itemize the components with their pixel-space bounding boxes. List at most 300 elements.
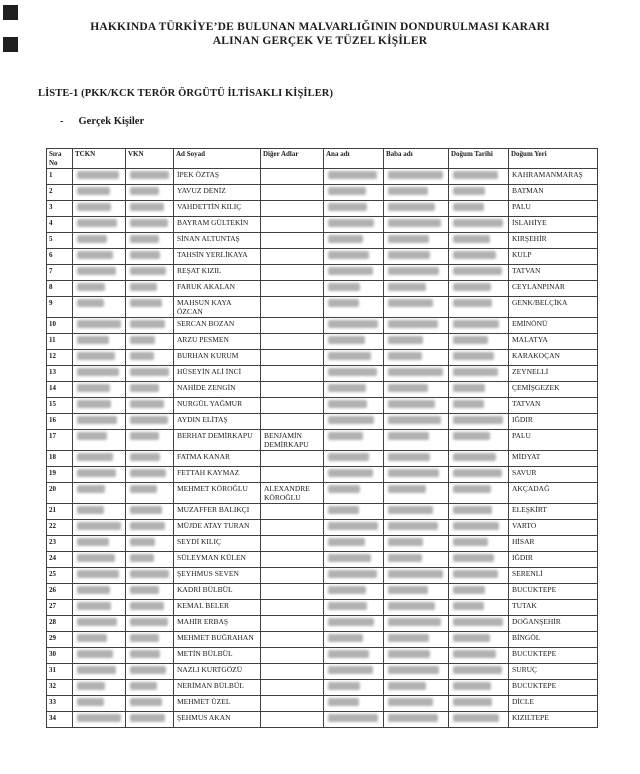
cell-diger_adlar: ALEXANDRE KÖROĞLU (261, 483, 324, 504)
redacted-value (328, 554, 371, 562)
redacted-value (328, 618, 374, 626)
cell-diger_adlar (261, 520, 324, 536)
redacted-value (130, 416, 168, 424)
redacted-value (453, 384, 485, 392)
cell-diger_adlar (261, 185, 324, 201)
cell-dogum_tarihi (449, 584, 509, 600)
redacted-value (453, 320, 499, 328)
cell-ana_adi (324, 451, 384, 467)
cell-ana_adi (324, 334, 384, 350)
cell-ad_soyad: NURGÜL YAĞMUR (174, 398, 261, 414)
redacted-value (328, 187, 366, 195)
column-header-tckn: TCKN (73, 149, 126, 169)
redacted-value (453, 570, 498, 578)
redacted-value (328, 570, 377, 578)
cell-tckn (73, 169, 126, 185)
cell-no: 19 (47, 467, 73, 483)
redacted-value (130, 650, 160, 658)
redacted-value (328, 453, 369, 461)
cell-dogum_tarihi (449, 712, 509, 728)
cell-dogum_tarihi (449, 398, 509, 414)
table-row (47, 233, 598, 249)
cell-no: 6 (47, 249, 73, 265)
redacted-value (77, 666, 116, 674)
redacted-value (77, 698, 104, 706)
cell-tckn (73, 430, 126, 451)
cell-vkn (126, 217, 174, 233)
cell-no: 18 (47, 451, 73, 467)
cell-diger_adlar (261, 249, 324, 265)
redacted-value (130, 219, 168, 227)
redacted-value (388, 320, 438, 328)
redacted-value (77, 485, 105, 493)
cell-dogum_tarihi (449, 430, 509, 451)
cell-ad_soyad: MEHMET KÖROĞLU (174, 483, 261, 504)
cell-diger_adlar (261, 398, 324, 414)
cell-dogum_tarihi (449, 297, 509, 318)
cell-tckn (73, 398, 126, 414)
cell-vkn (126, 169, 174, 185)
cell-no: 25 (47, 568, 73, 584)
redacted-value (130, 400, 164, 408)
cell-ad_soyad: SİNAN ALTUNTAŞ (174, 233, 261, 249)
cell-tckn (73, 552, 126, 568)
cell-ana_adi (324, 297, 384, 318)
cell-dogum_yeri: MİDYAT (509, 451, 598, 467)
cell-baba_adi (384, 664, 449, 680)
redacted-value (453, 203, 484, 211)
redacted-value (388, 432, 429, 440)
table-row (47, 451, 598, 467)
cell-dogum_yeri: IĞDIR (509, 552, 598, 568)
cell-tckn (73, 366, 126, 382)
table-row (47, 398, 598, 414)
redacted-value (77, 267, 116, 275)
cell-baba_adi (384, 696, 449, 712)
cell-ana_adi (324, 504, 384, 520)
table-row (47, 414, 598, 430)
column-header-dogum_yeri: Doğum Yeri (509, 149, 598, 169)
cell-no: 14 (47, 382, 73, 398)
cell-ana_adi (324, 600, 384, 616)
cell-dogum_tarihi (449, 600, 509, 616)
redacted-value (388, 187, 428, 195)
cell-dogum_yeri: ELEŞKİRT (509, 504, 598, 520)
cell-vkn (126, 664, 174, 680)
cell-no: 22 (47, 520, 73, 536)
column-header-ana_adi: Ana adı (324, 149, 384, 169)
cell-ana_adi (324, 281, 384, 297)
cell-dogum_tarihi (449, 520, 509, 536)
redacted-value (453, 283, 491, 291)
table-row (47, 281, 598, 297)
redacted-value (130, 522, 165, 530)
cell-dogum_yeri: CEYLANPINAR (509, 281, 598, 297)
redacted-value (328, 634, 363, 642)
redacted-value (130, 235, 159, 243)
redacted-value (453, 299, 492, 307)
redacted-value (328, 650, 369, 658)
redacted-value (130, 714, 165, 722)
cell-no: 8 (47, 281, 73, 297)
redacted-value (77, 586, 110, 594)
cell-tckn (73, 680, 126, 696)
cell-diger_adlar (261, 318, 324, 334)
redacted-value (328, 400, 367, 408)
cell-ad_soyad: ŞEYHMUS SEVEN (174, 568, 261, 584)
redacted-value (453, 400, 484, 408)
cell-ad_soyad: MEHMET BUĞRAHAN (174, 632, 261, 648)
cell-ad_soyad: ŞEHMUS AKAN (174, 712, 261, 728)
cell-tckn (73, 297, 126, 318)
cell-no: 33 (47, 696, 73, 712)
redacted-value (328, 352, 371, 360)
redacted-value (328, 538, 365, 546)
cell-vkn (126, 467, 174, 483)
cell-ana_adi (324, 648, 384, 664)
cell-ad_soyad: REŞAT KIZIL (174, 265, 261, 281)
cell-dogum_tarihi (449, 281, 509, 297)
cell-tckn (73, 520, 126, 536)
cell-vkn (126, 483, 174, 504)
cell-diger_adlar (261, 382, 324, 398)
redacted-value (388, 485, 426, 493)
cell-ad_soyad: KEMAL BELER (174, 600, 261, 616)
cell-dogum_tarihi (449, 217, 509, 233)
cell-vkn (126, 504, 174, 520)
redacted-value (77, 235, 107, 243)
cell-baba_adi (384, 451, 449, 467)
redacted-value (388, 714, 438, 722)
cell-tckn (73, 334, 126, 350)
cell-dogum_tarihi (449, 201, 509, 217)
redacted-value (453, 251, 496, 259)
redacted-value (388, 554, 422, 562)
redacted-value (130, 384, 159, 392)
cell-baba_adi (384, 350, 449, 366)
cell-no: 23 (47, 536, 73, 552)
cell-baba_adi (384, 648, 449, 664)
redacted-value (453, 336, 488, 344)
cell-dogum_yeri: İSLAHİYE (509, 217, 598, 233)
redacted-value (328, 336, 365, 344)
cell-ana_adi (324, 382, 384, 398)
cell-vkn (126, 536, 174, 552)
redacted-value (77, 602, 111, 610)
subsection-label: Gerçek Kişiler (78, 116, 145, 127)
redacted-value (453, 453, 496, 461)
cell-no: 12 (47, 350, 73, 366)
cell-diger_adlar (261, 366, 324, 382)
cell-ana_adi (324, 712, 384, 728)
redacted-value (453, 506, 492, 514)
redacted-value (130, 682, 157, 690)
table-row (47, 632, 598, 648)
document-title (0, 21, 640, 48)
cell-diger_adlar (261, 281, 324, 297)
cell-vkn (126, 366, 174, 382)
cell-dogum_yeri: SAVUR (509, 467, 598, 483)
cell-dogum_yeri: DİCLE (509, 696, 598, 712)
cell-baba_adi (384, 414, 449, 430)
table-row (47, 366, 598, 382)
redacted-value (388, 682, 426, 690)
cell-ana_adi (324, 664, 384, 680)
cell-tckn (73, 584, 126, 600)
cell-baba_adi (384, 680, 449, 696)
redacted-value (77, 400, 111, 408)
cell-dogum_tarihi (449, 382, 509, 398)
cell-diger_adlar (261, 414, 324, 430)
redacted-value (453, 650, 496, 658)
redacted-value (453, 219, 503, 227)
redacted-value (388, 416, 441, 424)
cell-ad_soyad: NAHİDE ZENGİN (174, 382, 261, 398)
redacted-value (328, 586, 366, 594)
redacted-value (77, 187, 110, 195)
cell-vkn (126, 382, 174, 398)
redacted-value (130, 634, 159, 642)
redacted-value (388, 469, 439, 477)
cell-ana_adi (324, 414, 384, 430)
cell-baba_adi (384, 334, 449, 350)
cell-diger_adlar (261, 712, 324, 728)
cell-baba_adi (384, 366, 449, 382)
cell-no: 5 (47, 233, 73, 249)
cell-no: 31 (47, 664, 73, 680)
document-title-line-2: ALINAN GERÇEK VE TÜZEL KİŞİLER (212, 34, 428, 47)
cell-tckn (73, 318, 126, 334)
cell-dogum_tarihi (449, 451, 509, 467)
cell-diger_adlar (261, 297, 324, 318)
cell-baba_adi (384, 600, 449, 616)
cell-baba_adi (384, 552, 449, 568)
cell-vkn (126, 414, 174, 430)
cell-dogum_yeri: SERENLİ (509, 568, 598, 584)
cell-diger_adlar (261, 616, 324, 632)
cell-ana_adi (324, 217, 384, 233)
cell-tckn (73, 414, 126, 430)
cell-dogum_tarihi (449, 664, 509, 680)
cell-baba_adi (384, 430, 449, 451)
column-header-vkn: VKN (126, 149, 174, 169)
cell-tckn (73, 696, 126, 712)
cell-no: 3 (47, 201, 73, 217)
redacted-value (77, 650, 113, 658)
cell-dogum_yeri: ZEYNELLİ (509, 366, 598, 382)
redacted-value (328, 235, 363, 243)
cell-tckn (73, 568, 126, 584)
cell-baba_adi (384, 504, 449, 520)
cell-tckn (73, 664, 126, 680)
cell-ad_soyad: BURHAN KURUM (174, 350, 261, 366)
redacted-value (388, 203, 435, 211)
cell-ana_adi (324, 616, 384, 632)
table-row (47, 712, 598, 728)
list-heading: LİSTE-1 (PKK/KCK TERÖR ÖRGÜTÜ İLTİSAKLI KİŞİLER) (38, 88, 334, 99)
redacted-value (388, 666, 439, 674)
cell-dogum_tarihi (449, 632, 509, 648)
cell-ad_soyad: MAHSUN KAYA ÖZCAN (174, 297, 261, 318)
cell-baba_adi (384, 520, 449, 536)
table-row (47, 483, 598, 504)
cell-baba_adi (384, 169, 449, 185)
cell-tckn (73, 712, 126, 728)
redacted-value (388, 618, 441, 626)
redacted-value (130, 352, 154, 360)
redacted-value (77, 283, 105, 291)
redacted-value (453, 682, 491, 690)
redacted-value (130, 368, 169, 376)
cell-no: 26 (47, 584, 73, 600)
redacted-value (77, 416, 117, 424)
cell-tckn (73, 249, 126, 265)
cell-baba_adi (384, 483, 449, 504)
table-row (47, 217, 598, 233)
cell-diger_adlar (261, 217, 324, 233)
redacted-value (328, 469, 373, 477)
cell-no: 1 (47, 169, 73, 185)
cell-dogum_yeri: GENK/BELÇİKA (509, 297, 598, 318)
cell-diger_adlar (261, 584, 324, 600)
redacted-value (77, 682, 105, 690)
column-header-ad_soyad: Ad Soyad (174, 149, 261, 169)
redacted-value (130, 336, 155, 344)
cell-vkn (126, 350, 174, 366)
table-row (47, 467, 598, 483)
cell-dogum_yeri: SURUÇ (509, 664, 598, 680)
redacted-value (130, 299, 162, 307)
cell-diger_adlar (261, 467, 324, 483)
redacted-value (328, 203, 367, 211)
cell-ad_soyad: MÜJDE ATAY TURAN (174, 520, 261, 536)
table-row (47, 169, 598, 185)
cell-no: 28 (47, 616, 73, 632)
redacted-value (453, 267, 502, 275)
redacted-value (388, 586, 428, 594)
cell-ana_adi (324, 185, 384, 201)
redacted-value (77, 618, 117, 626)
cell-baba_adi (384, 233, 449, 249)
cell-vkn (126, 712, 174, 728)
cell-tckn (73, 467, 126, 483)
redacted-value (130, 469, 166, 477)
redacted-value (328, 320, 378, 328)
cell-dogum_yeri: EMİNÖNÜ (509, 318, 598, 334)
cell-vkn (126, 520, 174, 536)
redacted-value (388, 251, 430, 259)
cell-vkn (126, 600, 174, 616)
redacted-value (77, 299, 104, 307)
cell-diger_adlar (261, 568, 324, 584)
cell-ana_adi (324, 536, 384, 552)
cell-vkn (126, 233, 174, 249)
redacted-value (77, 453, 113, 461)
cell-baba_adi (384, 297, 449, 318)
cell-ana_adi (324, 520, 384, 536)
column-header-diger_adlar: Diğer Adlar (261, 149, 324, 169)
redacted-value (328, 485, 360, 493)
redacted-value (453, 538, 488, 546)
cell-no: 9 (47, 297, 73, 318)
cell-ad_soyad: ARZU PESMEN (174, 334, 261, 350)
cell-no: 2 (47, 185, 73, 201)
cell-vkn (126, 584, 174, 600)
redacted-value (130, 666, 166, 674)
cell-ad_soyad: TAHSİN YERLİKAYA (174, 249, 261, 265)
cell-ad_soyad: FATMA KANAR (174, 451, 261, 467)
cell-ana_adi (324, 350, 384, 366)
cell-ana_adi (324, 584, 384, 600)
redacted-value (453, 666, 502, 674)
cell-diger_adlar (261, 632, 324, 648)
cell-dogum_yeri: VARTO (509, 520, 598, 536)
redacted-value (77, 219, 117, 227)
redacted-value (453, 522, 499, 530)
table-row (47, 680, 598, 696)
cell-ana_adi (324, 249, 384, 265)
redacted-value (77, 714, 121, 722)
table-row (47, 318, 598, 334)
cell-baba_adi (384, 217, 449, 233)
redacted-value (388, 267, 439, 275)
redacted-value (130, 602, 164, 610)
cell-dogum_yeri: BUCUKTEPE (509, 648, 598, 664)
cell-no: 20 (47, 483, 73, 504)
redacted-value (453, 368, 498, 376)
document-title-line-1: HAKKINDA TÜRKİYE’DE BULUNAN MALVARLIĞININ DONDURULMASI KARARI (90, 21, 550, 33)
bullet-dash: - (60, 116, 64, 127)
redacted-value (130, 554, 154, 562)
redacted-value (328, 432, 363, 440)
cell-dogum_tarihi (449, 169, 509, 185)
redacted-value (77, 368, 119, 376)
cell-tckn (73, 632, 126, 648)
cell-dogum_yeri: KIZILTEPE (509, 712, 598, 728)
table-row (47, 201, 598, 217)
redacted-value (388, 400, 435, 408)
redacted-value (328, 267, 373, 275)
cell-dogum_yeri: BATMAN (509, 185, 598, 201)
redacted-value (130, 267, 166, 275)
cell-tckn (73, 600, 126, 616)
redacted-value (388, 299, 433, 307)
redacted-value (130, 251, 160, 259)
cell-no: 13 (47, 366, 73, 382)
cell-dogum_tarihi (449, 568, 509, 584)
table-row (47, 382, 598, 398)
redacted-value (77, 538, 109, 546)
cell-ad_soyad: FARUK AKALAN (174, 281, 261, 297)
table-row (47, 520, 598, 536)
cell-diger_adlar (261, 451, 324, 467)
redacted-value (77, 171, 119, 179)
cell-dogum_tarihi (449, 350, 509, 366)
cell-baba_adi (384, 185, 449, 201)
cell-dogum_yeri: KIRŞEHİR (509, 233, 598, 249)
redacted-value (328, 219, 374, 227)
cell-vkn (126, 568, 174, 584)
cell-ana_adi (324, 398, 384, 414)
cell-dogum_yeri: AKÇADAĞ (509, 483, 598, 504)
redacted-value (453, 485, 491, 493)
cell-tckn (73, 201, 126, 217)
cell-vkn (126, 297, 174, 318)
redacted-value (130, 453, 160, 461)
redacted-value (388, 283, 426, 291)
cell-dogum_yeri: TATVAN (509, 265, 598, 281)
redacted-value (453, 618, 503, 626)
